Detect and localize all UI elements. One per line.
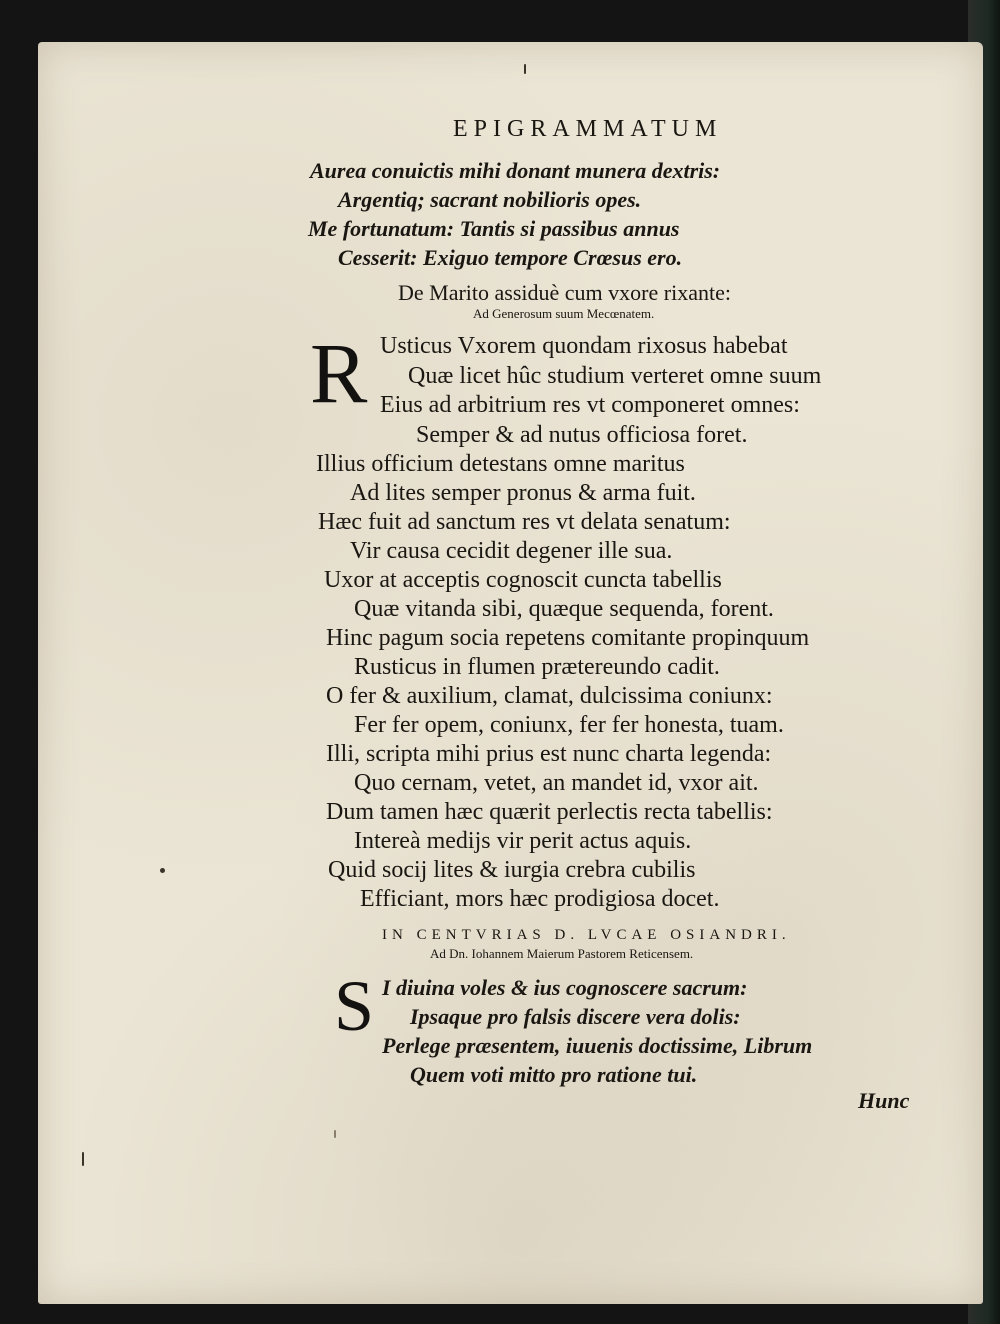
poem-line: Dum tamen hæc quærit perlectis recta tabellis:: [326, 799, 773, 825]
paper-speck: [160, 868, 165, 873]
poem-line: Ad lites semper pronus & arma fuit.: [350, 480, 696, 506]
poem-line: Usticus Vxorem quondam rixosus habebat: [380, 333, 788, 359]
poem-line: Quo cernam, vetet, an mandet id, vxor ait.: [354, 770, 759, 796]
poem-line: Semper & ad nutus officiosa foret.: [416, 422, 748, 448]
poem-line: Illius officium detestans omne maritus: [316, 451, 685, 477]
running-head: EPIGRAMMATUM: [453, 116, 723, 142]
poem-line: Quem voti mitto pro ratione tui.: [410, 1062, 698, 1087]
poem-title: De Marito assiduè cum vxore rixante:: [398, 280, 731, 305]
poem-line: Perlege præsentem, iuuenis doctissime, Librum: [382, 1033, 813, 1058]
catchword: Hunc: [858, 1088, 910, 1113]
poem-line: Hinc pagum socia repetens comitante propinquum: [326, 625, 810, 651]
poem-line: I diuina voles & ius cognoscere sacrum:: [382, 975, 748, 1000]
poem-line: Fer fer opem, coniunx, fer fer honesta, tuam.: [354, 712, 784, 738]
paper-speck: [524, 64, 526, 74]
poem-line: Rusticus in flumen prætereundo cadit.: [354, 654, 720, 680]
poem-line: Quæ licet hûc studium verteret omne suum: [408, 363, 822, 389]
poem-line: Intereà medijs vir perit actus aquis.: [354, 828, 692, 854]
opening-verse: Argentiq; sacrant nobilioris opes.: [338, 187, 642, 212]
paper-speck: [334, 1130, 336, 1138]
poem-line: Vir causa cecidit degener ille sua.: [350, 538, 673, 564]
poem-line: Quid socij lites & iurgia crebra cubilis: [328, 857, 696, 883]
poem-dedication: Ad Generosum suum Mecœnatem.: [473, 306, 655, 321]
drop-capital: S: [334, 966, 375, 1046]
opening-verse: Cesserit: Exiguo tempore Crœsus ero.: [338, 245, 683, 270]
book-page: [38, 42, 983, 1304]
poem-line: O fer & auxilium, clamat, dulcissima coniunx:: [326, 683, 773, 709]
poem-line: Quæ vitanda sibi, quæque sequenda, forent.: [354, 596, 774, 622]
poem-line: Hæc fuit ad sanctum res vt delata senatum:: [318, 509, 731, 535]
opening-verse: Me fortunatum: Tantis si passibus annus: [308, 216, 680, 241]
poem-line: Eius ad arbitrium res vt componeret omnes:: [380, 392, 800, 418]
opening-verse: Aurea conuictis mihi donant munera dextris:: [310, 158, 721, 183]
poem-line: Illi, scripta mihi prius est nunc charta legenda:: [326, 741, 772, 767]
paper-speck: [82, 1152, 84, 1166]
poem-title: IN CENTVRIAS D. LVCAE OSIANDRI.: [382, 927, 791, 943]
poem-line: Efficiant, mors hæc prodigiosa docet.: [360, 886, 720, 912]
poem-line: Uxor at acceptis cognoscit cuncta tabellis: [324, 567, 722, 593]
poem-line: Ipsaque pro falsis discere vera dolis:: [410, 1004, 741, 1029]
poem-dedication: Ad Dn. Iohannem Maierum Pastorem Reticensem.: [430, 946, 694, 961]
drop-capital: R: [310, 325, 368, 421]
